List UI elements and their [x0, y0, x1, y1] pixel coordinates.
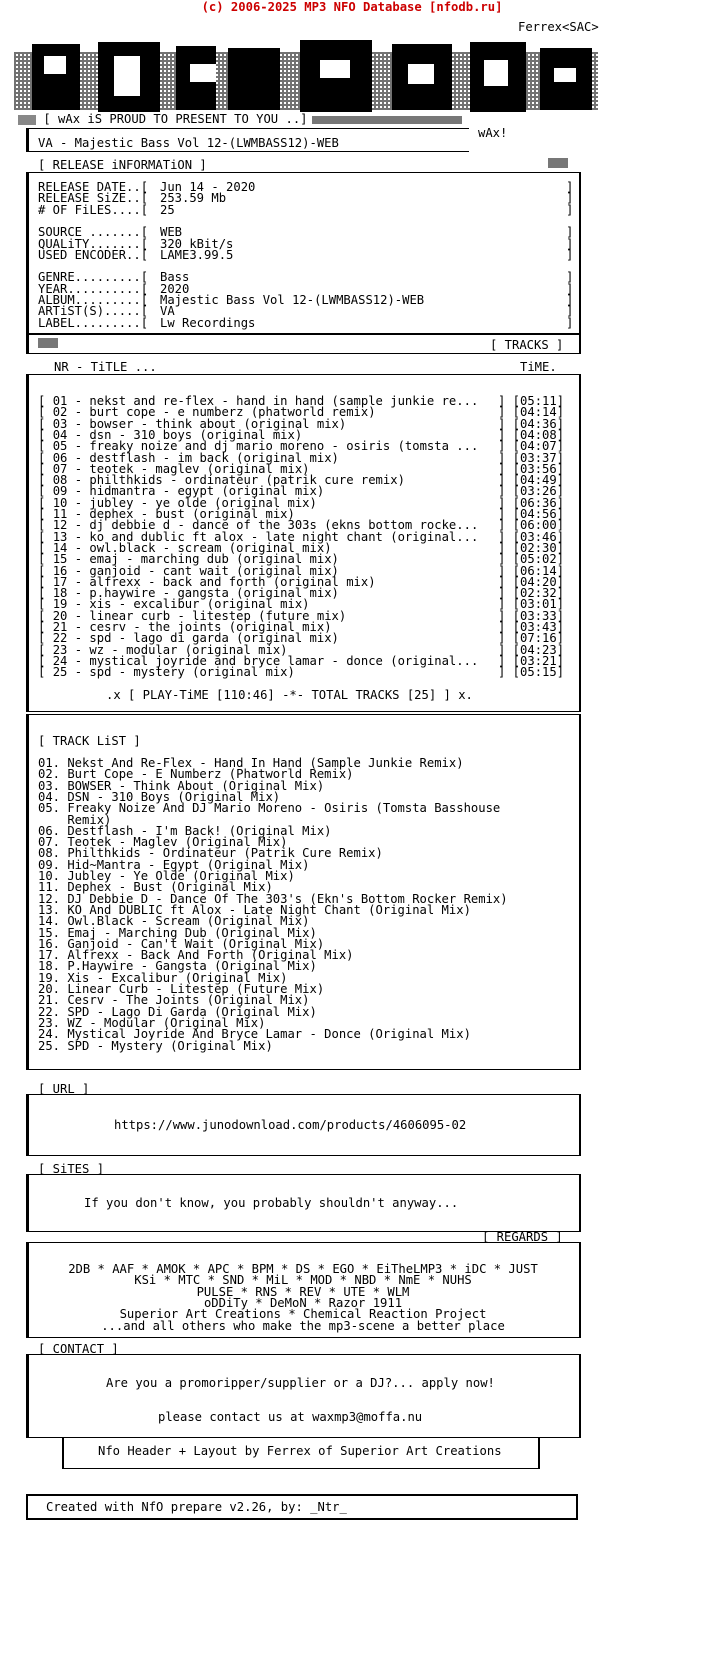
- track-number: 03: [52, 416, 68, 431]
- track-row: [ 03 - bowser - think about (original mix): [38, 416, 347, 431]
- regards-line: KSi * MTC * SND * MiL * MOD * NBD * NmE * NUHS: [134, 1273, 472, 1288]
- track-number: 06: [52, 450, 68, 465]
- info-value: 320 kBit/s: [160, 236, 234, 251]
- tracklist-item: Remix): [38, 812, 112, 827]
- track-title: p.haywire - gangsta (original mix): [89, 586, 339, 601]
- bracket: ]: [566, 281, 574, 296]
- section-url: [ URL ]: [38, 1082, 90, 1096]
- bracket: ]: [566, 202, 574, 217]
- track-time: ] [03:43]: [498, 620, 565, 634]
- created-with: Created with NfO prepare v2.26, by: _Ntr_: [46, 1500, 347, 1514]
- info-value: 25: [160, 202, 175, 217]
- tracklist-item: 10. Jubley - Ye Olde (Original Mix): [38, 869, 295, 883]
- track-time: ] [02:30]: [498, 540, 565, 555]
- wax-logo: [14, 34, 598, 116]
- track-title: emaj - marching dub (original mix): [89, 552, 339, 567]
- track-number: 16: [52, 563, 68, 578]
- bracket: ]: [566, 304, 574, 319]
- track-title: philthkids - ordinateur (patrik cure remix): [89, 473, 405, 488]
- tracklist-item: 06. Destflash - I'm Back! (Original Mix): [38, 823, 332, 838]
- track-row: [ 02 - burt cope - e numberz (phatworld remix): [38, 405, 376, 420]
- track-time: ] [05:15]: [498, 665, 565, 680]
- info-label: SOURCE .......[: [38, 225, 149, 240]
- info-label: LABEL.........[: [38, 315, 149, 330]
- track-row: [ 16 - ganjoid - cant wait (original mix): [38, 563, 339, 578]
- track-title: jubley - ye olde (original mix): [89, 495, 317, 510]
- tracklist-item: 05. Freaky Noize And DJ Mario Moreno - Osiris (Tomsta Basshouse: [38, 801, 501, 816]
- info-label: GENRE.........[: [38, 270, 149, 285]
- track-time: ] [03:21]: [498, 653, 565, 668]
- track-row: [ 07 - teotek - maglev (original mix): [38, 461, 310, 476]
- tracklist-item: 24. Mystical Joyride And Bryce Lamar - Donce (Original Mix): [38, 1027, 471, 1042]
- info-value: VA: [160, 304, 175, 319]
- tracklist-item: 03. BOWSER - Think About (Original Mix): [38, 778, 325, 793]
- regards-line: 2DB * AAF * AMOK * APC * BPM * DS * EGO * EiTheLMP3 * iDC * JUST: [68, 1262, 538, 1276]
- tracklist-item: 11. Dephex - Bust (Original Mix): [38, 880, 273, 895]
- section-release-info: [ RELEASE iNFORMATiON ]: [38, 158, 207, 172]
- contact-email: please contact us at waxmp3@moffa.nu: [158, 1410, 423, 1424]
- track-time: ] [06:00]: [498, 518, 565, 533]
- track-title: nekst and re-flex - hand in hand (sample junkie re...: [89, 394, 479, 408]
- tracklist-item: 23. WZ - Modular (Original Mix): [38, 1015, 266, 1030]
- track-number: 12: [52, 518, 68, 533]
- tracklist-item: 20. Linear Curb - Litestep (Future Mix): [38, 982, 325, 996]
- tracklist-item: 14. Owl.Black - Scream (Original Mix): [38, 914, 310, 929]
- info-label: YEAR..........[: [38, 281, 149, 296]
- tracklist-item: 18. P.Haywire - Gangsta (Original Mix): [38, 959, 317, 974]
- track-number: 18: [52, 586, 68, 601]
- bracket: ]: [566, 180, 574, 194]
- regards-line: oDDiTy * DeMoN * Razor 1911: [203, 1295, 403, 1310]
- track-number: 08: [52, 473, 68, 488]
- track-time: ] [03:26]: [498, 484, 565, 499]
- track-time: ] [04:56]: [498, 507, 565, 521]
- nfodb-credit: (c) 2006-2025 MP3 NFO Database [nfodb.ru]: [201, 0, 503, 14]
- info-value: Lw Recordings: [160, 315, 256, 330]
- track-number: 19: [52, 597, 68, 612]
- tracklist-item: 01. Nekst And Re-Flex - Hand In Hand (Sample Junkie Remix): [38, 756, 464, 770]
- bracket: ]: [566, 247, 574, 262]
- info-label: QUALiTY.......[: [38, 236, 149, 251]
- track-row: [ 22 - spd - lago di garda (original mix): [38, 631, 339, 646]
- track-title: owl.black - scream (original mix): [89, 540, 332, 555]
- track-title: ganjoid - cant wait (original mix): [89, 563, 339, 578]
- track-row: [ 20 - linear curb - litestep (future mix): [38, 608, 347, 623]
- track-time: ] [04:36]: [498, 416, 565, 431]
- track-time: ] [03:37]: [498, 450, 565, 465]
- regards-line: PULSE * RNS * REV * UTE * WLM: [196, 1284, 410, 1299]
- tracklist-item: 16. Ganjoid - Can't Wait (Original Mix): [38, 936, 325, 951]
- logo-author: Ferrex<SAC>: [518, 20, 599, 34]
- bracket: ]: [566, 225, 574, 240]
- track-row: [ 09 - hidmantra - egypt (original mix): [38, 484, 325, 499]
- section-track-list: [ TRACK LiST ]: [38, 734, 141, 748]
- info-label: RELEASE DATE..[: [38, 180, 149, 194]
- track-number: 10: [52, 495, 68, 510]
- track-row: [ 18 - p.haywire - gangsta (original mix): [38, 586, 339, 601]
- track-title: destflash - im back (original mix): [89, 450, 339, 465]
- track-time: ] [03:56]: [498, 461, 565, 476]
- track-title: mystical joyride and bryce lamar - donce (original...: [89, 653, 479, 668]
- tracklist-item: 21. Cesrv - The Joints (Original Mix): [38, 993, 310, 1008]
- tracklist-item: 12. DJ Debbie D - Dance Of The 303's (Ekn's Bottom Rocker Remix): [38, 891, 508, 906]
- track-time: ] [03:33]: [498, 608, 565, 623]
- track-row: [ 11 - dephex - bust (original mix): [38, 507, 295, 521]
- info-value: Majestic Bass Vol 12-(LWMBASS12)-WEB: [160, 293, 425, 307]
- info-value: Bass: [160, 270, 190, 285]
- track-number: 23: [52, 642, 68, 657]
- track-time: ] [06:14]: [498, 563, 565, 578]
- track-time: ] [04:14]: [498, 405, 565, 420]
- tracklist-item: 08. Philthkids - Ordinateur (Patrik Cure Remix): [38, 846, 383, 861]
- info-value: 253.59 Mb: [160, 191, 227, 206]
- release-url: https://www.junodownload.com/products/4606095-02: [114, 1118, 467, 1132]
- track-title: burt cope - e numberz (phatworld remix): [89, 405, 376, 420]
- track-number: 15: [52, 552, 68, 567]
- track-row: [ 06 - destflash - im back (original mix): [38, 450, 339, 465]
- track-number: 11: [52, 507, 68, 521]
- track-row: [ 24 - mystical joyride and bryce lamar - donce (original...: [38, 653, 479, 668]
- track-row: [ 13 - ko and dublic ft alox - late night chant (original...: [38, 529, 479, 544]
- bracket: ]: [566, 236, 574, 251]
- track-title: bowser - think about (original mix): [89, 416, 347, 431]
- track-number: 02: [52, 405, 68, 420]
- track-number: 24: [52, 653, 68, 668]
- section-regards: [ REGARDS ]: [482, 1230, 563, 1244]
- sites-text: If you don't know, you probably shouldn't anyway...: [84, 1196, 459, 1210]
- playtime-summary: .x [ PLAY-TiME [110:46] -*- TOTAL TRACKS [25] ] x.: [106, 688, 473, 702]
- track-title: hidmantra - egypt (original mix): [89, 484, 325, 499]
- track-row: [ 12 - dj debbie d - dance of the 303s (ekns bottom rocke...: [38, 518, 479, 533]
- track-number: 17: [52, 574, 68, 589]
- bracket: ]: [566, 191, 574, 206]
- track-row: [ 05 - freaky noize and dj mario moreno - osiris (tomsta ...: [38, 439, 479, 454]
- track-title: dj debbie d - dance of the 303s (ekns bottom rocke...: [89, 518, 479, 533]
- bracket: ]: [566, 270, 574, 285]
- tracks-header-time: TiME.: [520, 360, 557, 374]
- track-title: cesrv - the joints (original mix): [89, 620, 332, 634]
- logo-tag: wAx!: [478, 126, 508, 140]
- track-number: 09: [52, 484, 68, 499]
- track-number: 07: [52, 461, 68, 476]
- track-number: 14: [52, 540, 68, 555]
- regards-line: Superior Art Creations * Chemical Reaction Project: [119, 1307, 487, 1322]
- info-value: 2020: [160, 281, 190, 296]
- tracks-header-title: NR - TiTLE ...: [54, 360, 157, 374]
- track-title: xis - excalibur (original mix): [89, 597, 310, 612]
- track-number: 13: [52, 529, 68, 544]
- section-contact: [ CONTACT ]: [38, 1342, 119, 1356]
- track-title: linear curb - litestep (future mix): [89, 608, 347, 623]
- tracklist-item: 17. Alfrexx - Back And Forth (Original Mix): [38, 948, 354, 963]
- track-number: 25: [52, 665, 68, 680]
- track-time: ] [06:36]: [498, 495, 565, 510]
- track-row: [ 04 - dsn - 310 boys (original mix): [38, 427, 303, 442]
- track-number: 22: [52, 631, 68, 646]
- info-label: ALBUM.........[: [38, 293, 149, 307]
- info-value: LAME3.99.5: [160, 247, 234, 262]
- track-row: [ 08 - philthkids - ordinateur (patrik cure remix): [38, 473, 405, 488]
- track-title: dephex - bust (original mix): [89, 507, 295, 521]
- track-row: [ 21 - cesrv - the joints (original mix): [38, 620, 332, 634]
- track-time: ] [07:16]: [498, 631, 565, 646]
- track-number: 05: [52, 439, 68, 454]
- track-number: 01: [52, 394, 68, 408]
- section-sites: [ SiTES ]: [38, 1162, 105, 1176]
- track-time: ] [03:46]: [498, 529, 565, 544]
- tracklist-item: 07. Teotek - Maglev (Original Mix): [38, 835, 288, 850]
- tracklist-item: 15. Emaj - Marching Dub (Original Mix): [38, 925, 317, 940]
- present-line: [ wAx iS PROUD TO PRESENT TO YOU ..]: [18, 112, 308, 126]
- track-title: teotek - maglev (original mix): [89, 461, 310, 476]
- track-title: dsn - 310 boys (original mix): [89, 427, 303, 442]
- track-number: 04: [52, 427, 68, 442]
- track-number: 20: [52, 608, 68, 623]
- track-time: ] [02:32]: [498, 586, 565, 601]
- track-time: ] [04:20]: [498, 574, 565, 589]
- track-title: alfrexx - back and forth (original mix): [89, 574, 376, 589]
- track-time: ] [04:49]: [498, 473, 565, 488]
- track-title: freaky noize and dj mario moreno - osiris (tomsta ...: [89, 439, 479, 454]
- track-time: ] [04:07]: [498, 439, 565, 454]
- track-time: ] [04:08]: [498, 427, 565, 442]
- track-row: [ 19 - xis - excalibur (original mix): [38, 597, 310, 612]
- nfo-layout-credit: Nfo Header + Layout by Ferrex of Superior Art Creations: [98, 1444, 502, 1458]
- track-time: ] [04:23]: [498, 642, 565, 657]
- tracklist-item: 02. Burt Cope - E Numberz (Phatworld Remix): [38, 767, 354, 782]
- info-value: WEB: [160, 225, 183, 240]
- track-row: [ 17 - alfrexx - back and forth (original mix): [38, 574, 376, 589]
- section-tracks: [ TRACKS ]: [490, 338, 564, 352]
- tracklist-item: 25. SPD - Mystery (Original Mix): [38, 1038, 273, 1053]
- track-row: [ 15 - emaj - marching dub (original mix): [38, 552, 339, 567]
- track-title: spd - mystery (original mix): [89, 665, 295, 680]
- track-row: [ 01 - nekst and re-flex - hand in hand (sample junkie re...: [38, 394, 479, 408]
- track-row: [ 14 - owl.black - scream (original mix): [38, 540, 332, 555]
- track-row: [ 23 - wz - modular (original mix): [38, 642, 288, 657]
- info-label: RELEASE SiZE..[: [38, 191, 149, 206]
- tracklist-item: 09. Hid~Mantra - Egypt (Original Mix): [38, 857, 310, 872]
- contact-apply: Are you a promoripper/supplier or a DJ?... apply now!: [106, 1376, 495, 1390]
- track-title: spd - lago di garda (original mix): [89, 631, 339, 646]
- info-label: # OF FiLES....[: [38, 202, 149, 217]
- track-time: ] [05:11]: [498, 394, 565, 408]
- tracklist-item: 22. SPD - Lago Di Garda (Original Mix): [38, 1004, 317, 1019]
- bracket: ]: [566, 293, 574, 307]
- track-row: [ 25 - spd - mystery (original mix): [38, 665, 295, 680]
- release-title: VA - Majestic Bass Vol 12-(LWMBASS12)-WEB: [38, 136, 339, 150]
- track-time: ] [03:01]: [498, 597, 565, 612]
- info-label: ARTiST(S).....[: [38, 304, 149, 319]
- tracklist-item: 13. KO And DUBLIC ft Alox - Late Night Chant (Original Mix): [38, 902, 471, 917]
- info-value: Jun 14 - 2020: [160, 180, 256, 194]
- tracklist-item: 04. DSN - 310 Boys (Original Mix): [38, 789, 281, 804]
- track-number: 21: [52, 620, 68, 634]
- track-time: ] [05:02]: [498, 552, 565, 567]
- track-row: [ 10 - jubley - ye olde (original mix): [38, 495, 317, 510]
- regards-line: ...and all others who make the mp3-scene a better place: [101, 1318, 505, 1333]
- bracket: ]: [566, 315, 574, 330]
- track-title: ko and dublic ft alox - late night chant (original...: [89, 529, 479, 544]
- track-title: wz - modular (original mix): [89, 642, 288, 657]
- info-label: USED ENCODER..[: [38, 247, 149, 262]
- tracklist-item: 19. Xis - Excalibur (Original Mix): [38, 970, 288, 985]
